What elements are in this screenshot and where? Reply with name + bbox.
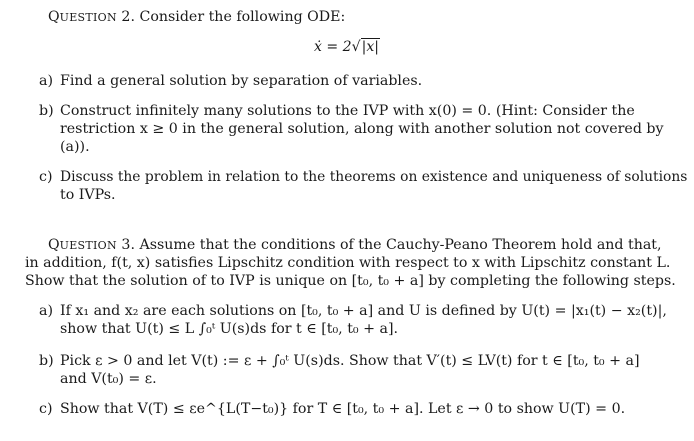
q2-item-c <box>39 168 688 208</box>
q3-intro-line3: Show that the solution of to IVP is unique on [t₀, t₀ + a] by completing the following steps. <box>25 273 676 289</box>
q3-item-c-label: c) <box>39 401 53 417</box>
q3-item-b <box>39 352 679 392</box>
q2-item-b-line1: Construct infinitely many solutions to the IVP with x(0) = 0. (Hint: Consider the <box>60 103 635 119</box>
q2-item-a-label: a) <box>39 73 53 89</box>
q3-item-a <box>39 302 679 342</box>
q2-item-c-line2: to IVPs. <box>60 187 116 203</box>
q3-item-b-line1: Pick ε > 0 and let V(t) := ε + ∫₀ᵗ U(s)ds. Show that V′(t) ≤ LV(t) for t ∈ [t₀, t₀ + a] <box>60 353 640 369</box>
q2-equation: ẋ = 2√|x| <box>314 39 379 55</box>
q3-heading-small: UESTION <box>59 239 117 252</box>
q2-item-b-line3: (a)). <box>60 139 90 155</box>
q2-heading-small: UESTION <box>59 11 117 24</box>
q2-item-a-text: Find a general solution by separation of variables. <box>60 73 423 89</box>
q2-item-c-line1: Discuss the problem in relation to the theorems on existence and uniqueness of solutions <box>60 169 688 185</box>
q2-heading-num: 2. <box>121 9 135 25</box>
q2-intro: Consider the following ODE: <box>139 9 346 25</box>
q2-heading <box>48 8 345 27</box>
q3-item-a-label: a) <box>39 303 53 319</box>
q3-heading-cap: Q <box>48 237 60 253</box>
q3-item-c-text: Show that V(T) ≤ εe^{L(T−t₀)} for T ∈ [t₀, t₀ + a]. Let ε → 0 to show U(T) = 0. <box>60 401 626 417</box>
q2-equation-radicand: |x| <box>361 39 379 55</box>
q3-item-a-line2: show that U(t) ≤ L ∫₀ᵗ U(s)ds for t ∈ [t₀, t₀ + a]. <box>60 321 399 337</box>
q3-heading <box>48 236 662 255</box>
q2-item-a <box>39 72 659 92</box>
q2-item-c-label: c) <box>39 169 53 185</box>
q2-equation-lhs: ẋ = 2 <box>314 39 352 55</box>
q2-item-b-line2: restriction x ≥ 0 in the general solution, along with another solution not covered by <box>60 121 664 137</box>
q2-item-b-label: b) <box>39 103 54 119</box>
q3-intro-line1: Assume that the conditions of the Cauchy-Peano Theorem hold and that, <box>139 237 662 253</box>
q3-item-a-line1: If x₁ and x₂ are each solutions on [t₀, t₀ + a] and U is defined by U(t) = |x₁(t) − x₂(t)|, <box>60 303 667 319</box>
q3-item-b-label: b) <box>39 353 54 369</box>
q3-intro-line2: in addition, f(t, x) satisfies Lipschitz condition with respect to x with Lipschitz constant L. <box>25 255 671 271</box>
q3-heading-num: 3. <box>121 237 135 253</box>
q2-item-b <box>39 102 664 162</box>
q2-heading-cap: Q <box>48 9 60 25</box>
q3-item-b-line2: and V(t₀) = ε. <box>60 371 157 387</box>
q3-item-c <box>39 400 679 422</box>
